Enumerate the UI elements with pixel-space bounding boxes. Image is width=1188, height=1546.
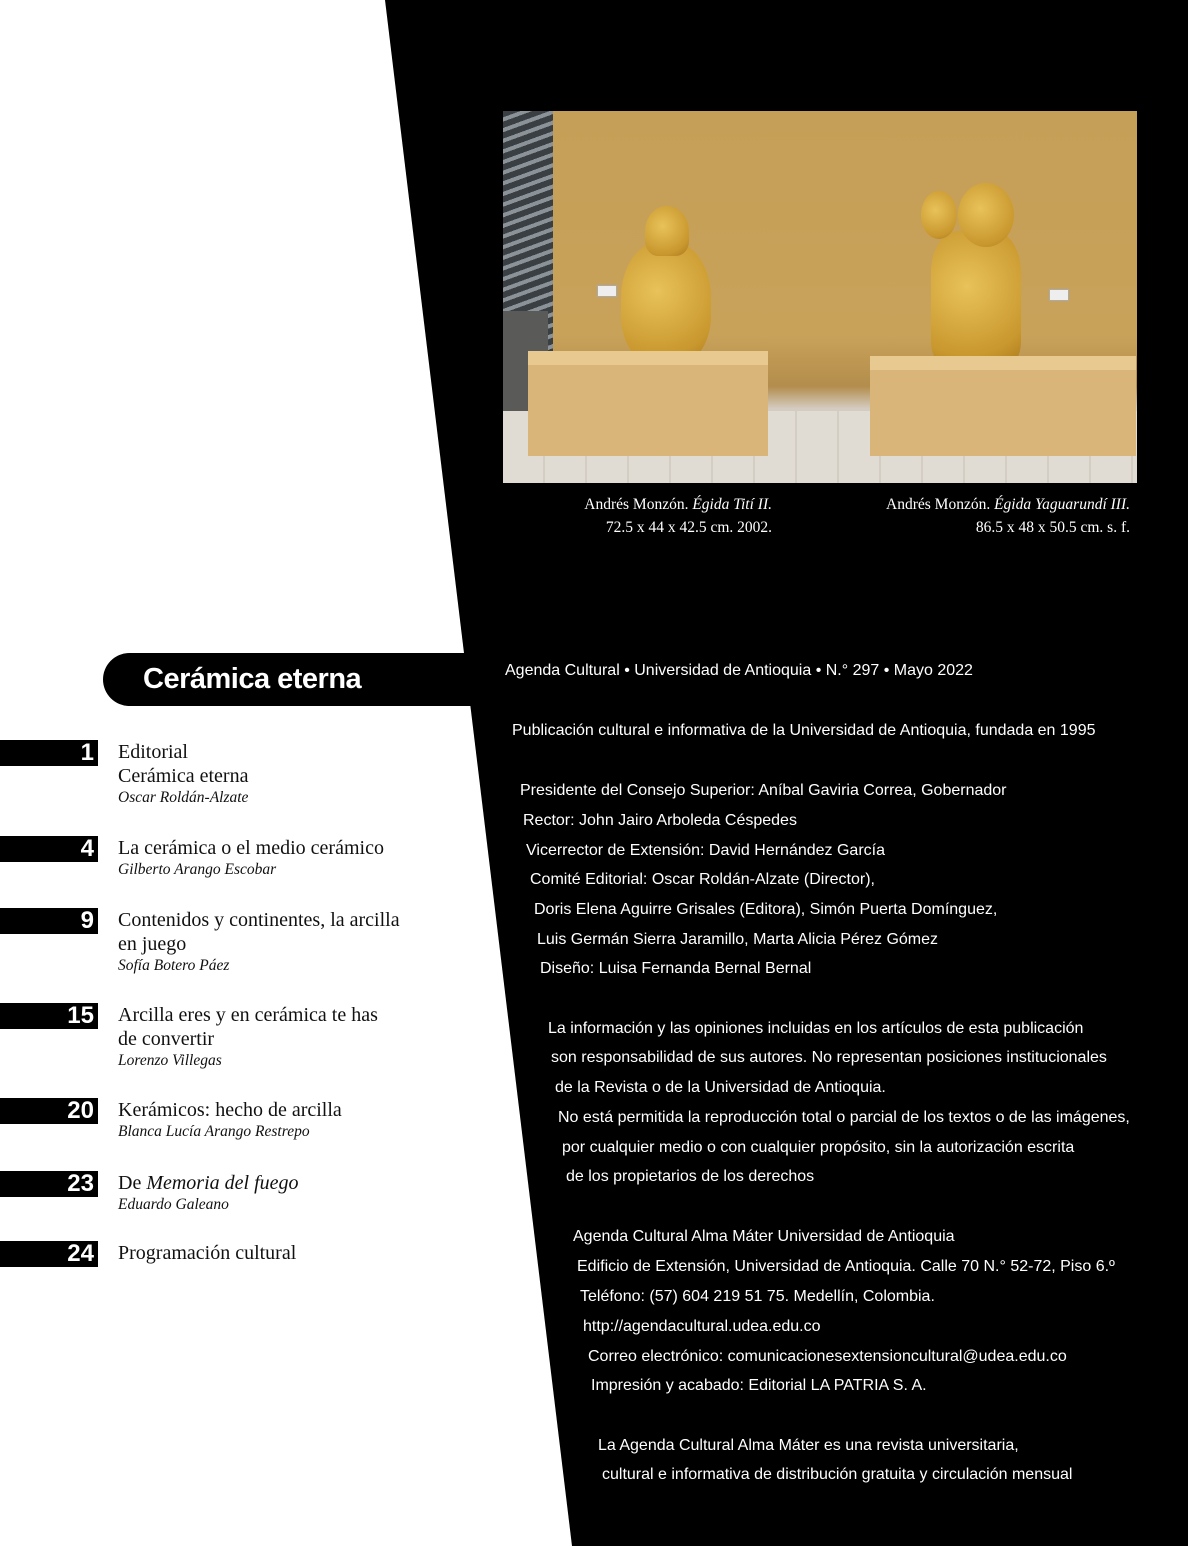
toc-title: Editorial [118,741,188,763]
toc-entry[interactable] [118,740,248,808]
toc-entry[interactable] [118,836,384,880]
disclaimer-line: de la Revista o de la Universidad de Antioquia. [555,1079,886,1096]
masthead: Agenda Cultural • Universidad de Antioquia • N.° 297 • Mayo 2022 [505,662,973,679]
credit-line: Luis Germán Sierra Jaramillo, Marta Alicia Pérez Gómez [537,931,939,948]
sculpture-left-head [645,206,689,256]
toc-title-italic: Memoria del fuego [146,1172,299,1194]
toc-entry[interactable] [118,908,400,976]
disclaimer-line: por cualquier medio o con cualquier propósito, sin la autorización escrita [562,1139,1075,1156]
toc-title: Cerámica eterna [118,765,249,787]
photo-plaque-right [1049,289,1069,301]
toc-title: en juego [118,933,187,955]
caption-left-details: 72.5 x 44 x 42.5 cm. 2002. [605,519,772,536]
sculpture-right-head [958,183,1014,247]
toc-page-number: 4 [0,836,98,862]
toc-author: Oscar Roldán-Alzate [118,789,249,806]
toc-author: Eduardo Galeano [118,1196,229,1213]
disclaimer-line: No está permitida la reproducción total o parcial de los textos o de las imágenes, [558,1109,1130,1126]
toc-title: Contenidos y continentes, la arcilla [118,909,400,931]
credit-line: Vicerrector de Extensión: David Hernández García [526,842,885,859]
toc-page-number: 20 [0,1098,98,1124]
credit-line: Presidente del Consejo Superior: Aníbal Gaviria Correa, Gobernador [520,782,1007,799]
toc-entry[interactable] [118,1098,342,1142]
toc-page-number: 23 [0,1171,98,1197]
caption-right-title: Égida Yaguarundí III. [994,496,1130,513]
toc-entry[interactable] [118,1171,299,1215]
photo-caption-left [520,493,772,539]
sculpture-right-side-head [921,191,957,239]
toc-title: de convertir [118,1028,215,1050]
toc-author: Lorenzo Villegas [118,1052,222,1069]
toc-entry[interactable] [118,1003,378,1071]
section-title: Cerámica eterna [143,663,362,695]
exhibition-photo [503,111,1137,483]
contact-line: Agenda Cultural Alma Máter Universidad de Antioquia [573,1228,955,1245]
toc-page-number: 24 [0,1241,98,1267]
credit-line: Diseño: Luisa Fernanda Bernal Bernal [540,960,812,977]
credit-line: Comité Editorial: Oscar Roldán-Alzate (Director), [530,871,875,888]
toc-title: De [118,1172,147,1194]
caption-right-details: 86.5 x 48 x 50.5 cm. s. f. [975,519,1130,536]
publication-description: Publicación cultural e informativa de la Universidad de Antioquia, fundada en 1995 [512,722,1096,739]
toc-page-number: 9 [0,908,98,934]
sculpture-right [931,231,1021,369]
toc-author: Blanca Lucía Arango Restrepo [118,1123,310,1140]
toc-author: Gilberto Arango Escobar [118,861,277,878]
disclaimer-line: son responsabilidad de sus autores. No representan posiciones institucionales [551,1049,1107,1066]
caption-right-artist: Andrés Monzón. [886,496,991,513]
sculpture-left [621,241,711,366]
toc-title: Kerámicos: hecho de arcilla [118,1099,342,1121]
about-line: La Agenda Cultural Alma Máter es una revista universitaria, [598,1437,1019,1454]
photo-plaque-left [597,285,617,297]
toc-page-number: 15 [0,1003,98,1029]
about-line: cultural e informativa de distribución gratuita y circulación mensual [602,1466,1073,1483]
toc-author: Sofía Botero Páez [118,957,230,974]
disclaimer-line: de los propietarios de los derechos [566,1168,815,1185]
credit-line: Rector: John Jairo Arboleda Céspedes [523,812,797,829]
caption-left-title: Égida Tití II. [692,496,772,513]
section-title-pill [103,653,483,706]
contact-line: Edificio de Extensión, Universidad de Antioquia. Calle 70 N.° 52-72, Piso 6.º [577,1258,1115,1275]
caption-left-artist: Andrés Monzón. [584,496,689,513]
toc-entry[interactable] [118,1241,296,1265]
photo-caption-right [820,493,1130,539]
plinth-right [870,356,1136,456]
toc-title: La cerámica o el medio cerámico [118,837,384,859]
toc-title: Programación cultural [118,1242,297,1264]
website-link[interactable]: http://agendacultural.udea.edu.co [583,1318,821,1335]
contact-line: Teléfono: (57) 604 219 51 75. Medellín, Colombia. [580,1288,935,1305]
toc-page-number: 1 [0,740,98,766]
plinth-left [528,351,768,456]
contact-line: Impresión y acabado: Editorial LA PATRIA S. A. [591,1377,927,1394]
toc-title: Arcilla eres y en cerámica te has [118,1004,378,1026]
email-line[interactable]: Correo electrónico: comunicacionesextensioncultural@udea.edu.co [588,1348,1067,1365]
disclaimer-line: La información y las opiniones incluidas en los artículos de esta publicación [548,1020,1084,1037]
credit-line: Doris Elena Aguirre Grisales (Editora), Simón Puerta Domínguez, [534,901,998,918]
